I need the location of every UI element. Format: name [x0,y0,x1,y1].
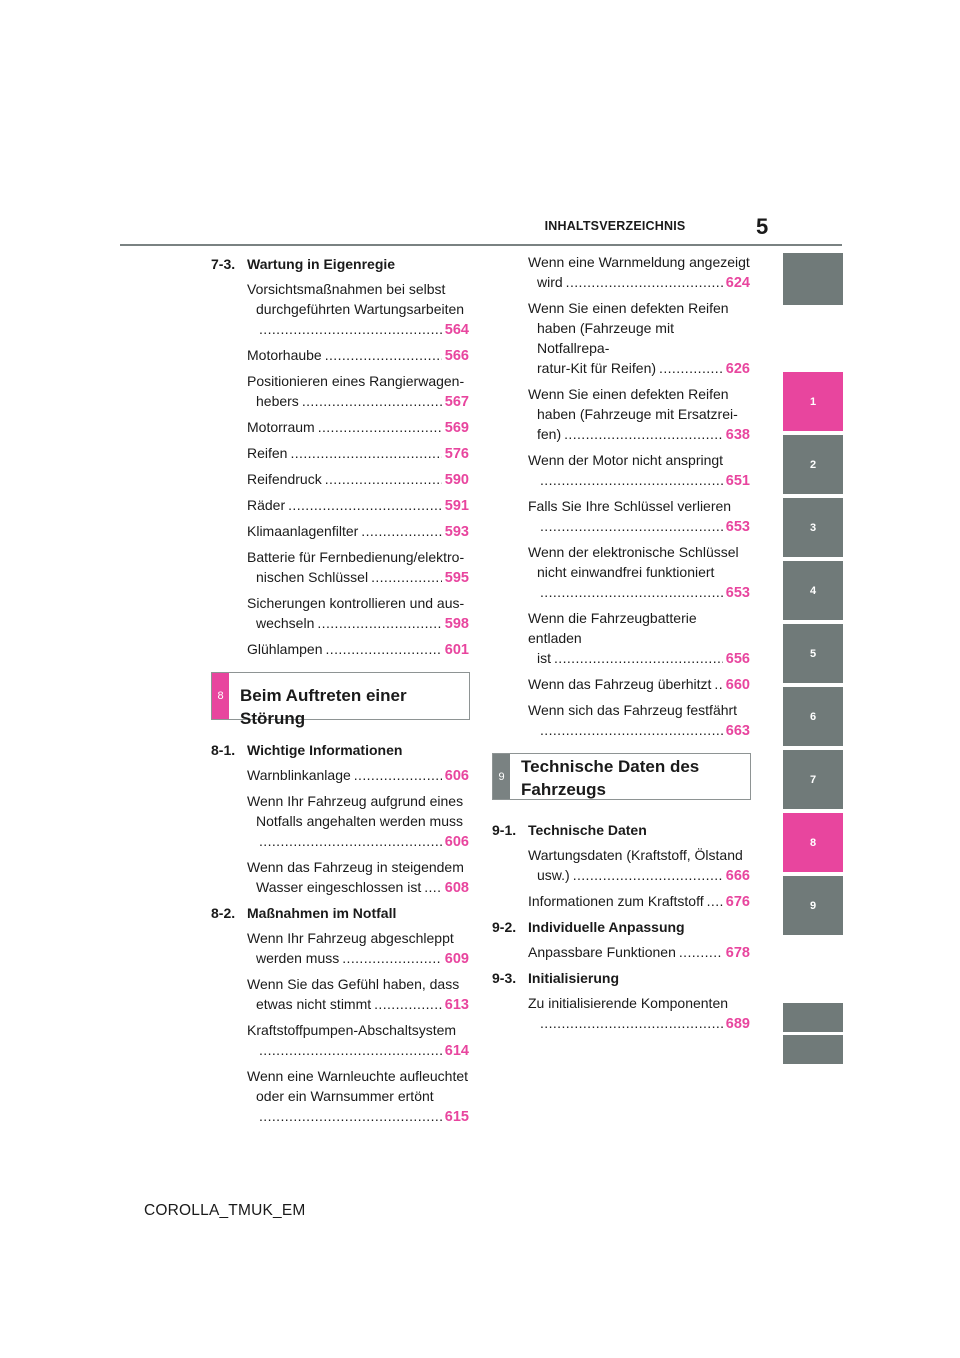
toc-entries [492,993,750,1034]
toc-entry[interactable] [211,765,469,786]
toc-entry-last-line [247,994,469,1015]
toc-page-link[interactable]: 606 [444,834,469,850]
dot-leader [679,942,723,962]
toc-entry-last-line [247,345,469,366]
toc-entry-text: haben (Fahrzeuge mit Ersatzrei- [537,406,738,422]
toc-entry[interactable] [211,928,469,969]
thumb-tab-8[interactable]: 8 [783,813,843,872]
thumb-tab-3[interactable]: 3 [783,498,843,557]
subsection-number: 9-3. [492,970,517,986]
section-8-header[interactable] [211,672,470,728]
dot-leader [290,443,441,463]
toc-page-link[interactable]: 660 [725,677,750,693]
dot-leader [573,865,723,885]
toc-subsection-9-3 [492,968,750,988]
toc-left-column [211,252,469,1132]
toc-entry-text: Wenn Ihr Fahrzeug abgeschleppt [247,930,454,946]
toc-page-link[interactable]: 653 [725,585,750,601]
dot-leader [259,831,442,851]
section-tab-number: 9 [493,754,510,799]
toc-entry[interactable] [492,298,750,379]
toc-entry[interactable] [211,469,469,490]
dot-leader [354,765,442,785]
toc-entries [492,252,750,741]
toc-entries [492,942,750,963]
dot-leader [540,582,723,602]
toc-entry-last-line [247,877,469,898]
toc-entry[interactable] [492,252,750,293]
dot-leader [325,469,442,489]
toc-entry-last-line [247,495,469,516]
toc-entry[interactable] [211,791,469,852]
toc-entry-text: wird [537,274,563,290]
toc-entry[interactable] [211,1020,469,1061]
dot-leader [259,1040,442,1060]
toc-entry-text: oder ein Warnsummer ertönt [256,1088,434,1104]
toc-entry-last-line [528,942,750,963]
toc-entry-text: Anpassbare Funktionen [528,944,676,960]
toc-entry[interactable] [492,608,750,669]
toc-entry-last-line [528,891,750,912]
dot-leader [540,720,723,740]
toc-entry-text: hebers [256,393,299,409]
thumb-tab-1[interactable]: 1 [783,372,843,431]
subsection-number: 7-3. [211,256,236,272]
toc-entry-last-line [528,272,750,293]
dot-leader [317,613,441,633]
toc-entry[interactable] [211,1066,469,1127]
toc-entry-text: Wenn Sie einen defekten Reifen [528,386,729,402]
dot-leader [714,674,722,694]
subsection-title: Maßnahmen im Notfall [247,905,397,921]
header-title: INHALTSVERZEICHNIS [544,219,686,233]
toc-entry-text: Reifen [247,445,288,461]
dot-leader [259,319,442,339]
section-title: Beim Auftreten einer Störung [240,686,407,728]
toc-entry-last-line [247,469,469,490]
toc-entry-text: Positionieren eines Rangierwagen- [247,373,465,389]
toc-entry[interactable] [211,371,469,412]
thumb-tab-blank-11[interactable] [783,1035,843,1064]
toc-entry-last-line [247,831,469,852]
toc-entry-text: Sicherungen kontrollieren und aus- [247,595,465,611]
dot-leader [566,272,723,292]
toc-page-link[interactable]: 666 [725,868,750,884]
toc-entry-last-line [528,516,750,537]
toc-entry[interactable] [492,674,750,695]
subsection-number: 9-1. [492,822,517,838]
toc-entries [211,279,469,660]
toc-entry-text: Motorraum [247,419,315,435]
dot-leader [540,470,723,490]
toc-subsection-9-1 [492,820,750,840]
thumb-tab-7[interactable]: 7 [783,750,843,809]
toc-entry-last-line [247,391,469,412]
toc-entry-last-line [247,521,469,542]
toc-entry-text: Vorsichtsmaßnahmen bei selbst [247,281,446,297]
section-title [521,754,750,801]
toc-entry[interactable] [492,384,750,445]
dot-leader [342,948,442,968]
toc-subsection-9-2 [492,917,750,937]
toc-entry-text: nischen Schlüssel [256,569,369,585]
toc-entry[interactable] [211,547,469,588]
toc-entry[interactable] [211,521,469,542]
toc-page-link[interactable]: 601 [444,642,469,658]
thumb-tab-5[interactable]: 5 [783,624,843,683]
toc-entries [492,845,750,912]
dot-leader [564,424,723,444]
subsection-title: Wichtige Informationen [247,742,403,758]
toc-entry[interactable] [211,345,469,366]
dot-leader [540,1013,723,1033]
toc-page-link[interactable]: 598 [444,616,469,632]
toc-entry[interactable] [492,496,750,537]
toc-entries [211,765,469,898]
toc-entry-text: ist [537,650,551,666]
thumb-tab-blank-0[interactable] [783,253,843,305]
toc-entry-text: Wenn Ihr Fahrzeug aufgrund eines [247,793,464,809]
dot-leader [302,391,442,411]
toc-entry[interactable] [492,700,750,741]
toc-entry-text: Glühlampen [247,641,323,657]
toc-entry-last-line [247,948,469,969]
dot-leader [424,877,442,897]
toc-page-link[interactable]: 567 [444,394,469,410]
toc-entry-text: Räder [247,497,286,513]
toc-entry-text: wechseln [256,615,315,631]
toc-page-link[interactable]: 591 [444,498,469,514]
dot-leader [318,417,442,437]
toc-right-column [492,252,750,1039]
section-title-line: Fahrzeugs [521,780,607,799]
toc-page-link[interactable]: 678 [725,945,750,961]
toc-entry-text: Wenn das Fahrzeug überhitzt [528,676,712,692]
toc-entry-last-line [528,1013,750,1034]
toc-page-link[interactable]: 689 [725,1016,750,1032]
toc-page-link[interactable]: 566 [444,348,469,364]
toc-page-link[interactable]: 564 [444,322,469,338]
toc-entry-text: Notfalls angehalten werden muss [256,813,464,829]
toc-page-link[interactable]: 624 [725,275,750,291]
toc-entry[interactable] [211,279,469,340]
footer-document-code: COROLLA_TMUK_EM [144,1202,306,1219]
section-tab-number: 8 [212,673,229,719]
toc-entry-text: ratur-Kit für Reifen) [537,360,657,376]
toc-entry-last-line [247,765,469,786]
toc-entry-last-line [528,865,750,886]
toc-page-link[interactable]: 614 [444,1043,469,1059]
toc-entry-text: Wenn eine Warnmeldung angezeigt [528,254,750,270]
toc-entry-text: werden muss [256,950,340,966]
toc-entry-text: Wenn der Motor nicht anspringt [528,452,724,468]
toc-entry-text: Klimaanlagenfilter [247,523,359,539]
dot-leader [259,1106,442,1126]
toc-entry[interactable] [211,443,469,464]
toc-entry-text: Motorhaube [247,347,322,363]
subsection-title: Technische Daten [528,822,647,838]
section-title-line: Technische Daten des [521,757,700,776]
toc-page-link[interactable]: 651 [725,473,750,489]
header-rule [120,244,842,246]
toc-page-link[interactable]: 626 [725,361,750,377]
toc-entry[interactable] [211,593,469,634]
toc-entry-text: durchgeführten Wartungsarbeiten [256,301,465,317]
toc-entry-text: Zu initialisierende Komponenten [528,995,729,1011]
toc-entry-text: Wenn die Fahrzeugbatterie entladen [528,610,697,646]
subsection-title: Individuelle Anpassung [528,919,685,935]
subsection-number: 8-2. [211,905,236,921]
toc-page-link[interactable]: 606 [444,768,469,784]
toc-entry-text: Informationen zum Kraftstoff [528,893,704,909]
toc-entry-last-line [528,582,750,603]
dot-leader [371,567,442,587]
toc-entry-text: Batterie für Fernbedienung/elektro- [247,549,465,565]
toc-entry-text: Wasser eingeschlossen ist [256,879,422,895]
subsection-title: Wartung in Eigenregie [247,256,396,272]
subsection-title: Initialisierung [528,970,620,986]
dot-leader [374,994,442,1014]
dot-leader [707,891,723,911]
toc-entry-text: Falls Sie Ihre Schlüssel verlieren [528,498,732,514]
toc-entry-last-line [247,639,469,660]
toc-entry-text: Wenn Sie das Gefühl haben, dass [247,976,460,992]
toc-entry-text: Wartungsdaten (Kraftstoff, Ölstand [528,847,743,863]
toc-entry-last-line [247,613,469,634]
toc-entry-text: haben (Fahrzeuge mit Notfallrepa- [537,320,674,356]
dot-leader [288,495,442,515]
toc-entry[interactable] [492,845,750,886]
toc-entry[interactable] [211,495,469,516]
toc-page-link[interactable]: 613 [444,997,469,1013]
toc-page-link[interactable]: 590 [444,472,469,488]
dot-leader [326,639,442,659]
toc-entry-last-line [528,674,750,695]
thumb-tab-2[interactable]: 2 [783,435,843,494]
toc-entry-text: Reifendruck [247,471,322,487]
toc-entries [211,928,469,1127]
toc-entry-last-line [528,720,750,741]
toc-entry[interactable] [211,857,469,898]
toc-entry-text: Wenn eine Warnleuchte aufleuchtet [247,1068,469,1084]
toc-page-link[interactable]: 615 [444,1109,469,1125]
toc-entry-last-line [528,648,750,669]
toc-page-link[interactable]: 609 [444,951,469,967]
toc-entry-text: nicht einwandfrei funktioniert [537,564,715,580]
toc-entry-last-line [528,424,750,445]
toc-entry[interactable] [492,993,750,1034]
toc-page-link[interactable]: 653 [725,519,750,535]
toc-entry-last-line [247,417,469,438]
toc-entry-text: Kraftstoffpumpen-Abschaltsystem [247,1022,457,1038]
section-9-header[interactable] [492,753,751,800]
toc-entry-text: Wenn sich das Fahrzeug festfährt [528,702,738,718]
toc-entry-text: Wenn das Fahrzeug in steigendem [247,859,464,875]
toc-entry-last-line [247,443,469,464]
toc-entry-last-line [528,470,750,491]
subsection-number: 9-2. [492,919,517,935]
toc-entry-last-line [247,319,469,340]
thumb-tab-9[interactable]: 9 [783,876,843,935]
toc-entry-last-line [247,567,469,588]
toc-page-link[interactable]: 593 [444,524,469,540]
toc-entry-text: fen) [537,426,562,442]
toc-subsection-8-1 [211,740,469,760]
toc-entry[interactable] [492,542,750,603]
dot-leader [554,648,723,668]
toc-page-link[interactable]: 576 [444,446,469,462]
toc-entry[interactable] [211,417,469,438]
toc-subsection-8-2 [211,903,469,923]
page-number: 5 [756,214,769,239]
toc-entry[interactable] [492,450,750,491]
toc-entry[interactable] [492,942,750,963]
toc-entry[interactable] [211,639,469,660]
toc-subsection-7-3 [211,254,469,274]
toc-page-link[interactable]: 595 [444,570,469,586]
toc-page-link[interactable]: 656 [725,651,750,667]
dot-leader [325,345,442,365]
toc-entry[interactable] [211,974,469,1015]
toc-page-link[interactable]: 663 [725,723,750,739]
toc-entry-text: Warnblinkanlage [247,767,351,783]
toc-entry-last-line [247,1106,469,1127]
thumb-tab-blank-10[interactable] [783,1003,843,1032]
toc-entry-text: etwas nicht stimmt [256,996,372,1012]
toc-entry-text: usw.) [537,867,570,883]
subsection-number: 8-1. [211,742,236,758]
thumb-tab-4[interactable]: 4 [783,561,843,620]
toc-page-link[interactable]: 608 [444,880,469,896]
dot-leader [659,358,723,378]
toc-entry-last-line [247,1040,469,1061]
toc-entry[interactable] [492,891,750,912]
thumb-tab-6[interactable]: 6 [783,687,843,746]
toc-entry-last-line [528,358,750,379]
toc-entry-text: Wenn der elektronische Schlüssel [528,544,739,560]
toc-entry-text: Wenn Sie einen defekten Reifen [528,300,729,316]
dot-leader [361,521,442,541]
toc-page-link[interactable]: 569 [444,420,469,436]
toc-page-link[interactable]: 676 [725,894,750,910]
toc-page-link[interactable]: 638 [725,427,750,443]
dot-leader [540,516,723,536]
